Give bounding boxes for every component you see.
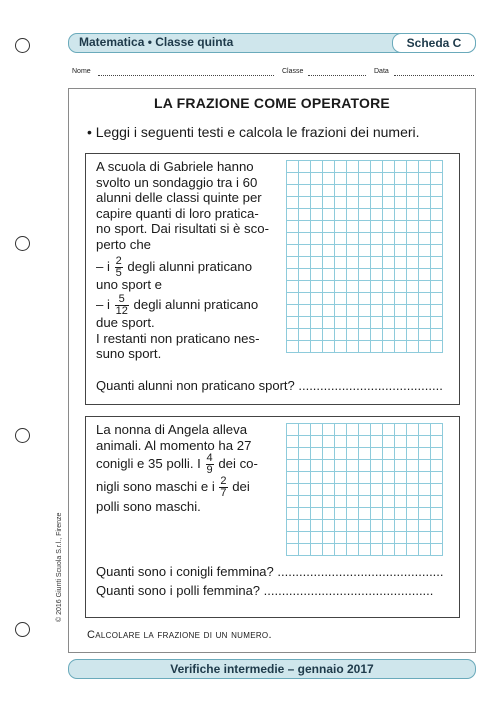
subject-label: Matematica • Classe quinta bbox=[79, 35, 234, 49]
binder-hole-1 bbox=[15, 38, 30, 53]
fraction-2-7: $\frac{2}{7}$ bbox=[220, 475, 227, 500]
nome-field[interactable] bbox=[98, 68, 274, 76]
problem-2-text: La nonna di Angela alleva animali. Al momento ha 27 conigli e 35 polli. I $\frac{4}{9}$ dei co- nigli sono maschi e i $\frac{2}{7}$ dei polli sono maschi. bbox=[96, 422, 258, 515]
binder-hole-3 bbox=[15, 428, 30, 443]
classe-field[interactable] bbox=[308, 68, 366, 76]
fraction-5-12: $\frac{5}{12}$ bbox=[115, 293, 128, 318]
copyright-notice: © 2016 Giunti Scuola S.r.l., Firenze bbox=[56, 512, 63, 622]
problem-1-grid[interactable] bbox=[286, 160, 443, 353]
problem-2-question-1: Quanti sono i conigli femmina? .............................................. bbox=[96, 564, 444, 579]
problem-1-text: A scuola di Gabriele hanno svolto un sondaggio tra i 60 alunni delle classi quinte per capire quanti di loro pratica- no sport. Dai risultati si è sco- perto che – i $\frac{2}{5}$ degli alunni praticano uno sport e – i $\frac{5}{12}$ degli alunni praticano due sport. I restanti non praticano nes- suno sport. bbox=[96, 159, 269, 362]
worksheet-title: LA FRAZIONE COME OPERATORE bbox=[154, 95, 390, 111]
fraction-4-9: $\frac{4}{9}$ bbox=[206, 452, 213, 477]
student-fields bbox=[72, 68, 476, 78]
nome-label: Nome bbox=[72, 68, 91, 75]
worksheet-frame bbox=[68, 88, 476, 653]
problem-1-box bbox=[85, 153, 460, 405]
problem-2-question-2: Quanti sono i polli femmina? ............................................... bbox=[96, 583, 434, 598]
instruction-text: • Leggi i seguenti testi e calcola le frazioni dei numeri. bbox=[87, 124, 420, 140]
problem-2-box bbox=[85, 416, 460, 618]
scheda-label: Scheda C bbox=[392, 33, 476, 53]
classe-label: Classe bbox=[282, 68, 304, 75]
fraction-2-5: $\frac{2}{5}$ bbox=[115, 254, 122, 279]
learning-objective: Calcolare la frazione di un numero. bbox=[87, 629, 272, 641]
data-label: Data bbox=[374, 68, 389, 75]
footer-bar: Verifiche intermedie – gennaio 2017 bbox=[68, 659, 476, 679]
problem-2-grid[interactable] bbox=[286, 423, 443, 556]
header-bar bbox=[68, 33, 476, 53]
data-field[interactable] bbox=[394, 68, 474, 76]
problem-1-question: Quanti alunni non praticano sport? ........................................ bbox=[96, 378, 443, 393]
binder-hole-4 bbox=[15, 622, 30, 637]
binder-hole-2 bbox=[15, 236, 30, 251]
